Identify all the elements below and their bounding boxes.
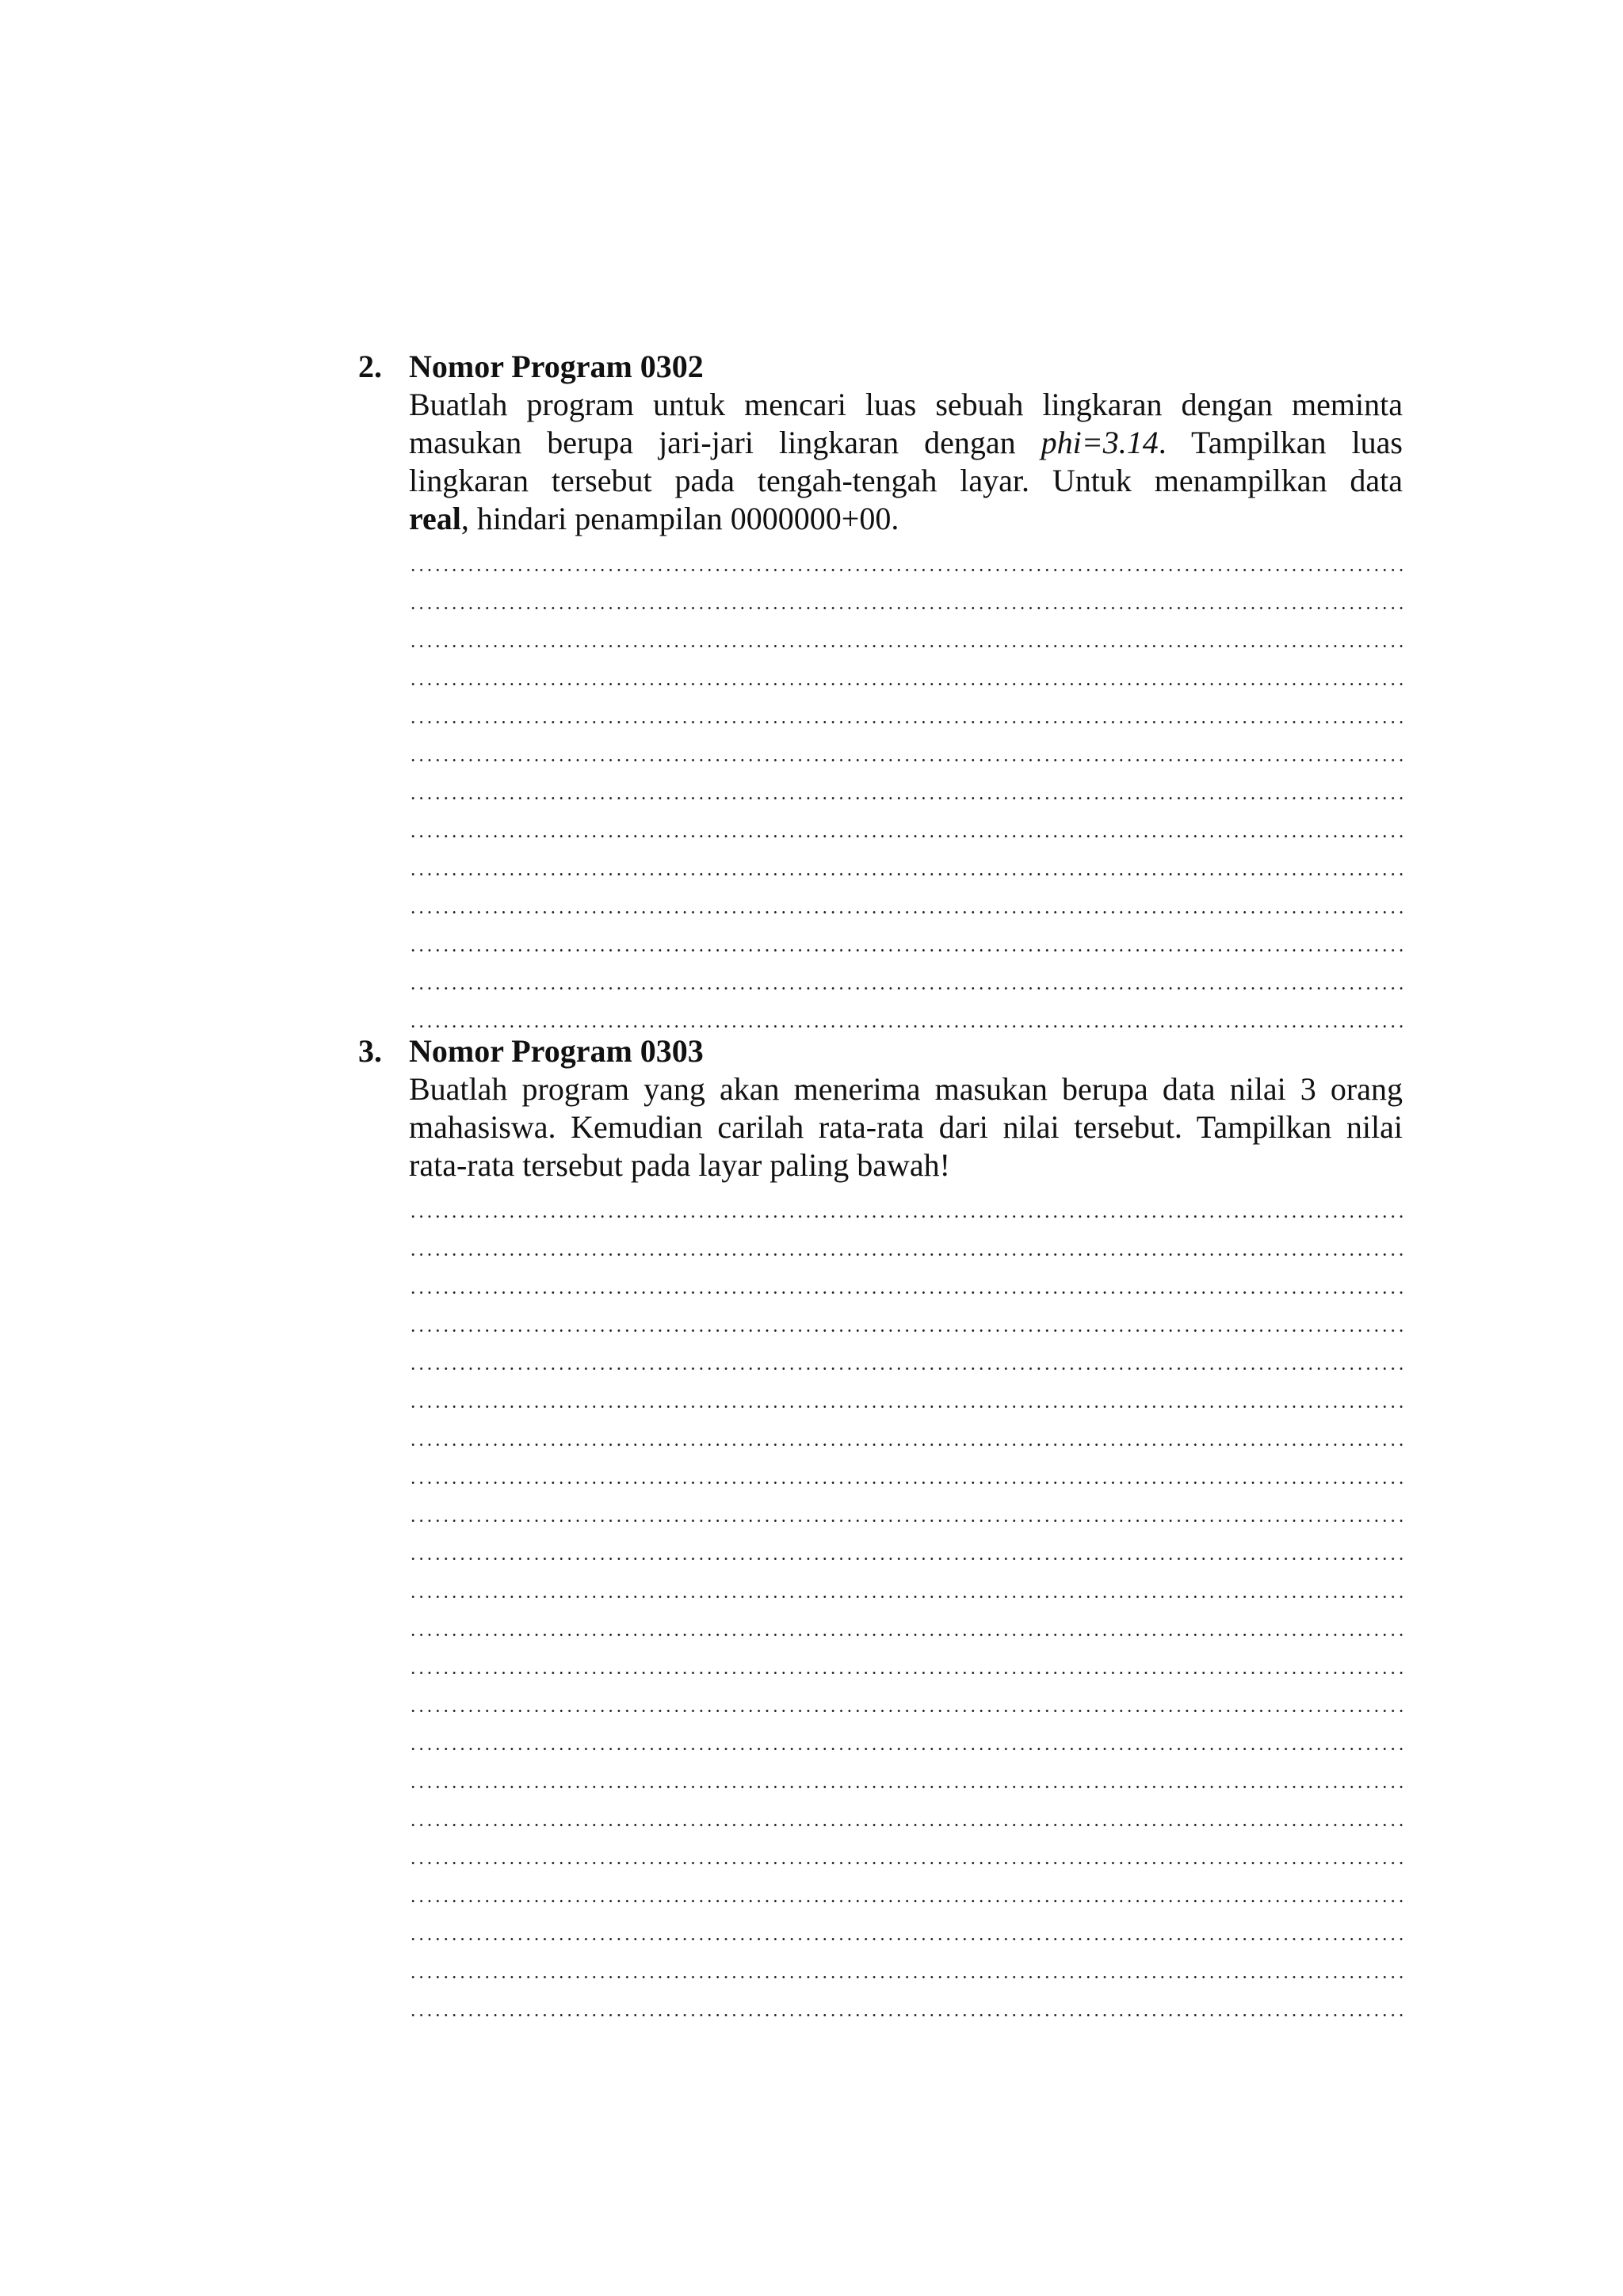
answer-dotted-line: [409, 728, 1403, 766]
answer-dotted-line: [409, 1222, 1403, 1261]
answer-dotted-line: [409, 1983, 1403, 2021]
answer-dotted-line: [409, 842, 1403, 880]
problem-0303: [358, 1032, 1403, 2021]
answer-dotted-line: [409, 1603, 1403, 1641]
answer-dotted-line: [409, 804, 1403, 842]
answer-dotted-line: [409, 1641, 1403, 1679]
answer-dotted-line: [409, 1945, 1403, 1983]
problem-0302: [358, 348, 1403, 1032]
answer-dotted-line: [409, 918, 1403, 956]
description-line: Buatlah program yang akan menerima masukan berupa data nilai 3 orang: [409, 1071, 1403, 1107]
answer-dotted-line: [409, 1907, 1403, 1945]
answer-dotted-line: [409, 880, 1403, 918]
problem-description: [409, 1070, 1403, 1184]
answer-dotted-line: [409, 1679, 1403, 1717]
answer-dotted-line: [409, 538, 1403, 576]
answer-dotted-line: [409, 1413, 1403, 1451]
problem-number: 3.: [358, 1033, 382, 1069]
problem-title: Nomor Program 0302: [409, 349, 704, 384]
description-line: mahasiswa. Kemudian carilah rata-rata dari nilai tersebut. Tampilkan nilai: [409, 1109, 1403, 1145]
description-line: Buatlah program untuk mencari luas sebuah lingkaran dengan meminta: [409, 387, 1403, 422]
description-line: real, hindari penampilan 0000000+00.: [409, 501, 899, 536]
answer-dotted-line: [409, 1565, 1403, 1603]
answer-dotted-line: [409, 1261, 1403, 1299]
answer-dotted-line: [409, 1337, 1403, 1375]
answer-dotted-line: [409, 1755, 1403, 1793]
answer-dotted-line: [409, 652, 1403, 690]
phi-value: phi=3.14: [1041, 425, 1159, 460]
problem-heading: [358, 348, 1403, 386]
answer-dotted-line: [409, 1793, 1403, 1831]
answer-dotted-line: [409, 1489, 1403, 1527]
answer-dotted-line: [409, 576, 1403, 614]
problem-heading: [358, 1032, 1403, 1070]
answer-dotted-line: [409, 1831, 1403, 1869]
problem-number: 2.: [358, 349, 382, 384]
description-line: rata-rata tersebut pada layar paling bawah!: [409, 1147, 950, 1183]
answer-area: [409, 1184, 1403, 2021]
real-keyword: real: [409, 501, 461, 536]
answer-area: [409, 538, 1403, 1032]
answer-dotted-line: [409, 956, 1403, 994]
answer-dotted-line: [409, 766, 1403, 804]
description-line: masukan berupa jari-jari lingkaran dengan phi=3.14. Tampilkan luas: [409, 425, 1403, 460]
answer-dotted-line: [409, 1184, 1403, 1222]
answer-dotted-line: [409, 1299, 1403, 1337]
answer-dotted-line: [409, 1375, 1403, 1413]
answer-dotted-line: [409, 1451, 1403, 1489]
answer-dotted-line: [409, 1869, 1403, 1907]
answer-dotted-line: [409, 614, 1403, 652]
description-line: lingkaran tersebut pada tengah-tengah layar. Untuk menampilkan data: [409, 463, 1403, 498]
problem-description: [409, 386, 1403, 538]
answer-dotted-line: [409, 994, 1403, 1032]
problem-title: Nomor Program 0303: [409, 1033, 704, 1069]
answer-dotted-line: [409, 1717, 1403, 1755]
answer-dotted-line: [409, 1527, 1403, 1565]
answer-dotted-line: [409, 690, 1403, 728]
